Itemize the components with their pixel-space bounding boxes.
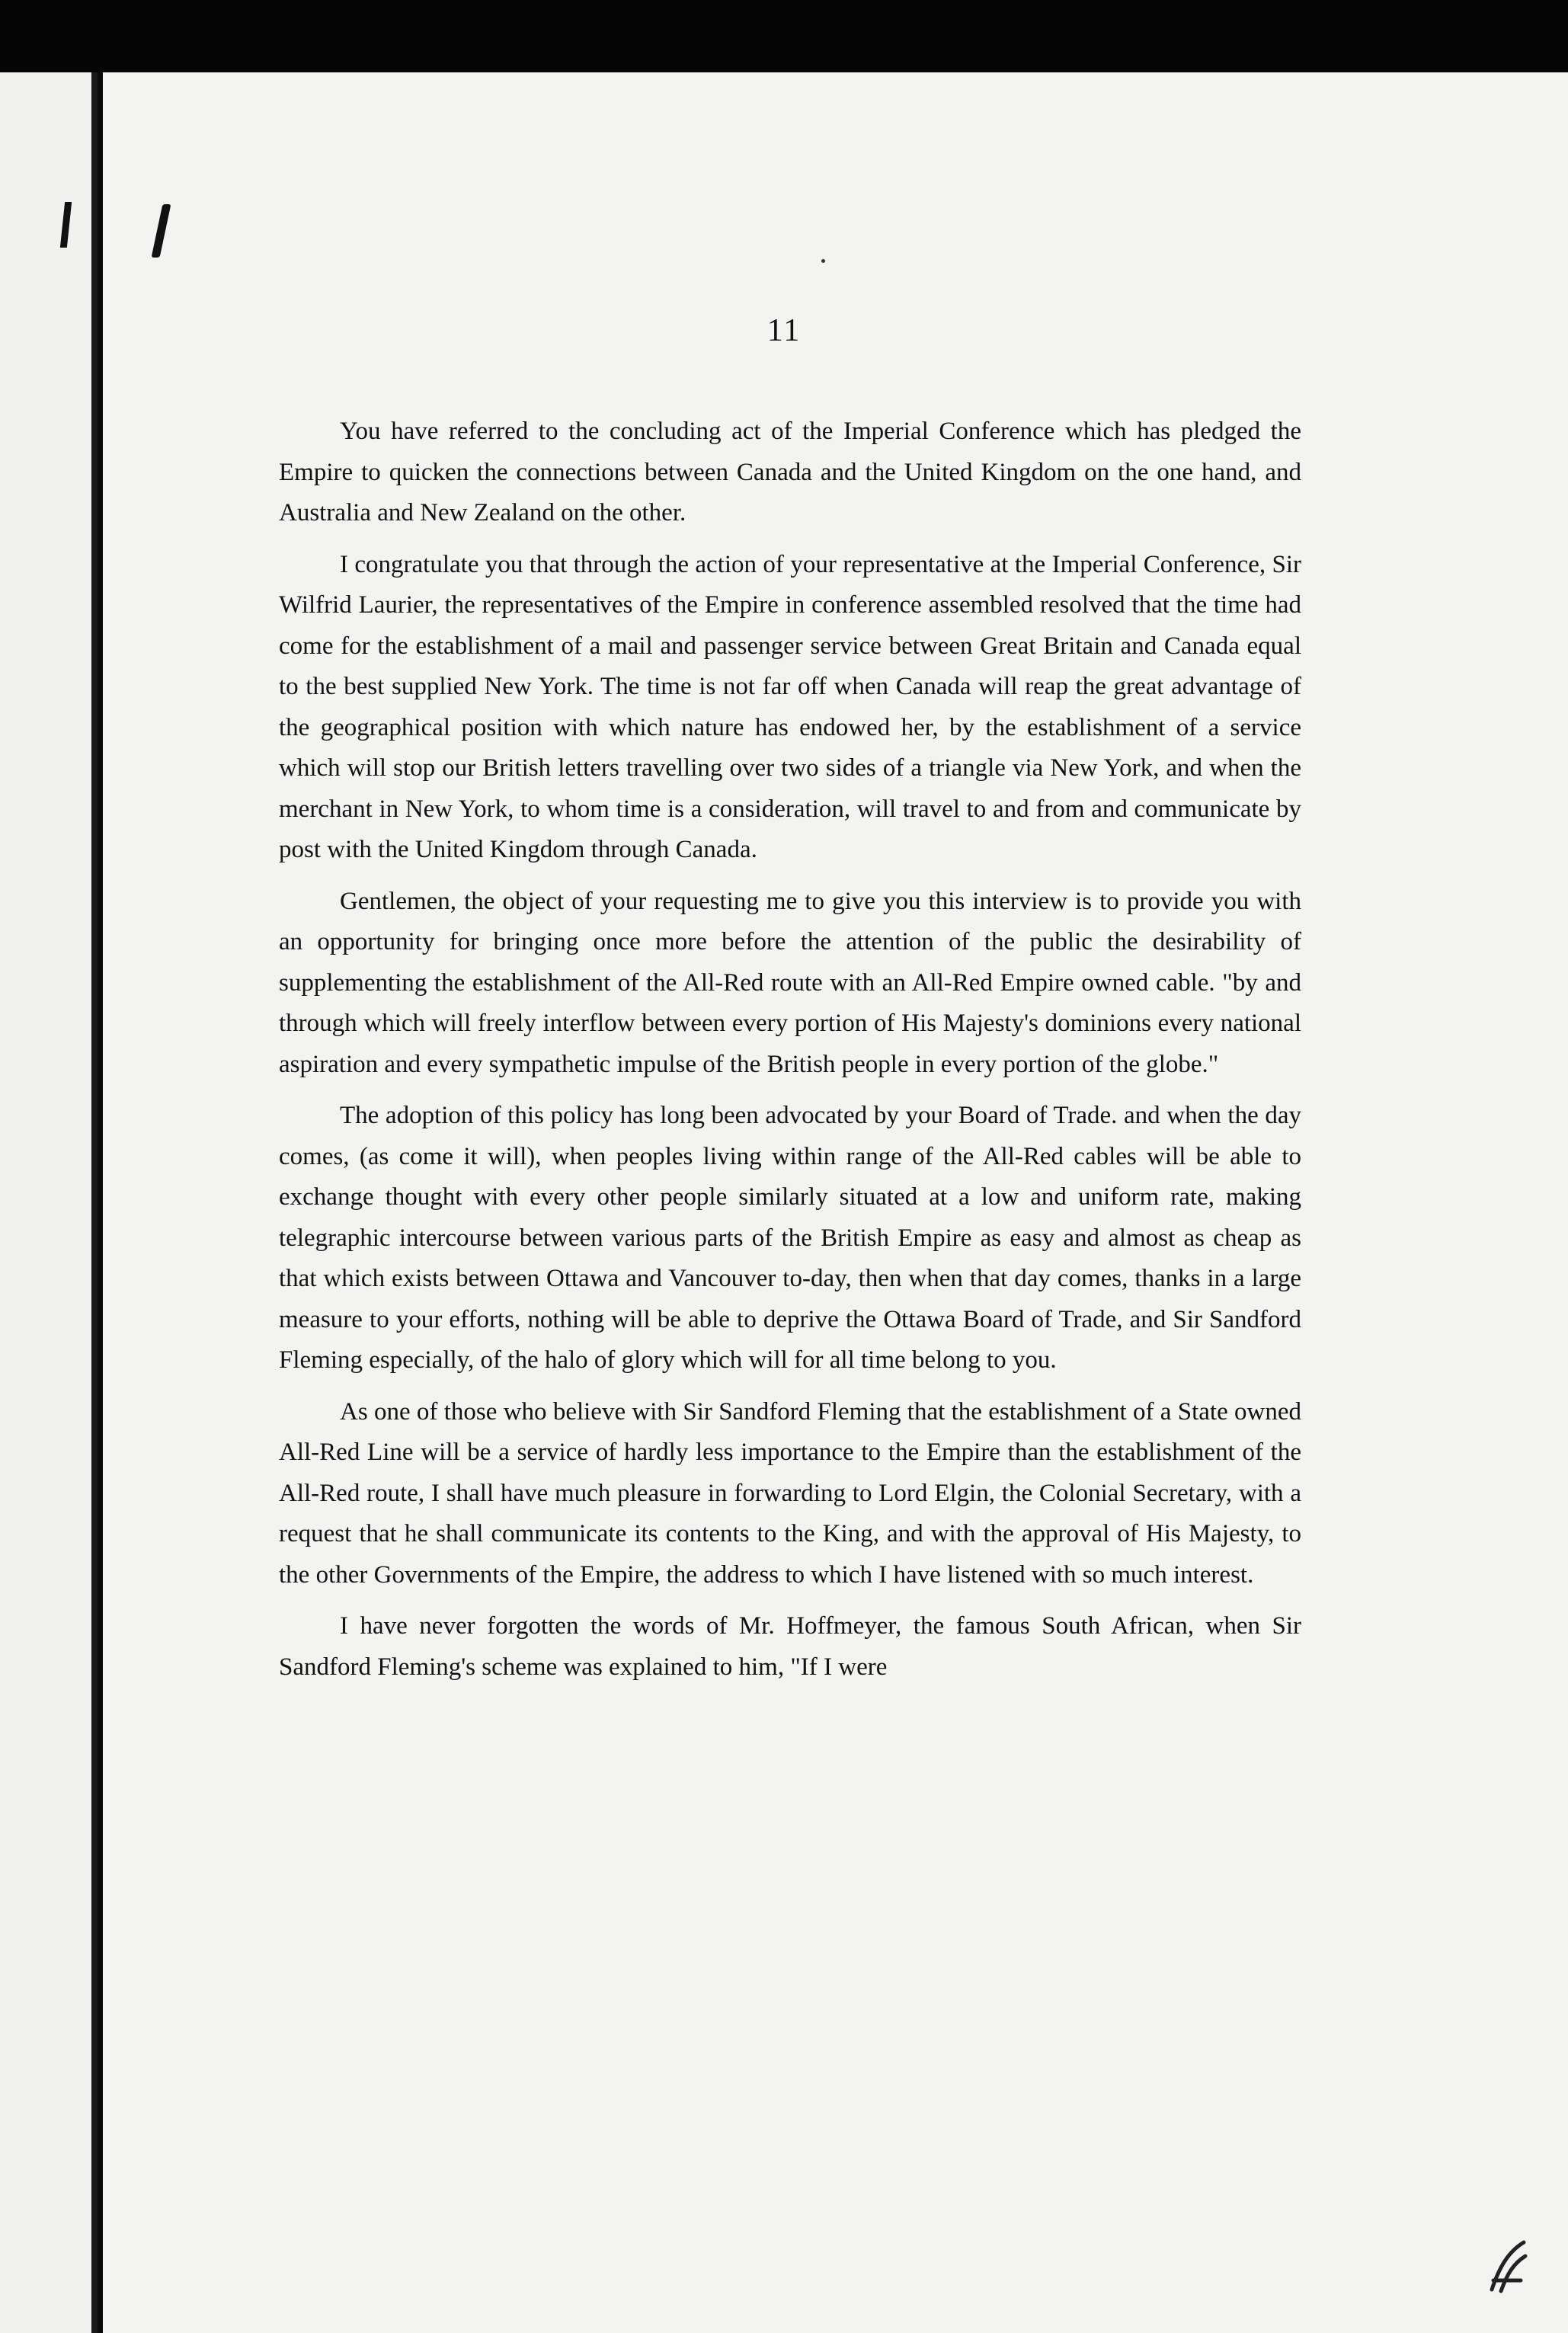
body-text	[279, 411, 1301, 1698]
corner-scribble-mark	[1486, 2236, 1531, 2297]
paragraph: The adoption of this policy has long been advocated by your Board of Trade. and when the day comes, (as come it will), when peoples living within range of the All-Red cables will be able to exchange thought with every other people similarly situated at a low and uniform rate, making telegraphic intercourse between various parts of the British Empire as easy and almost as cheap as that which exists between Ottawa and Vancouver to-day, then when that day comes, thanks in a large measure to your efforts, nothing will be able to deprive the Ottawa Board of Trade, and Sir Sandford Fleming especially, of the halo of glory which will for all time belong to you.	[279, 1102, 1301, 1374]
paragraph: I have never forgotten the words of Mr. Hoffmeyer, the famous South African, when Sir Sandford Fleming's scheme was explained to him, "If I were	[279, 1612, 1301, 1681]
paragraph: I congratulate you that through the action of your representative at the Imperial Conference, Sir Wilfrid Laurier, the representatives of the Empire in conference assembled resolved that the time had come for the establishment of a mail and passenger service between Great Britain and Canada equal to the best supplied New York. The time is not far off when Canada will reap the great advantage of the geographical position with which nature has endowed her, by the establishment of a service which will stop our British letters travelling over two sides of a triangle via New York, and when the merchant in New York, to whom time is a consideration, will travel to and from and communicate by post with the United Kingdom through Canada.	[279, 550, 1301, 863]
paragraph: Gentlemen, the object of your requesting me to give you this interview is to provide you with an opportunity for bringing once more before the attention of the public the desirability of supplementing the establishment of the All-Red route with an All-Red Empire owned cable. "by and through which will freely interflow between every portion of His Majesty's dominions every national aspiration and every sympathetic impulse of the British people in every portion of the globe."	[279, 887, 1301, 1078]
paragraph: You have referred to the concluding act of the Imperial Conference which has pledged the Empire to quicken the connections between Canada and the United Kingdom on the one hand, and Australia and New Zealand on the other.	[279, 418, 1301, 526]
paragraph: As one of those who believe with Sir Sandford Fleming that the establishment of a State owned All-Red Line will be a service of hardly less importance to the Empire than the establishment of the All-Red route, I shall have much pleasure in forwarding to Lord Elgin, the Colonial Secretary, with a request that he shall communicate its contents to the King, and with the approval of His Majesty, to the other Governments of the Empire, the address to which I have listened with so much interest.	[279, 1397, 1301, 1589]
facing-page-edge	[0, 72, 98, 2333]
gutter-shadow	[91, 72, 98, 2333]
page-number: 11	[766, 313, 802, 348]
speck-mark	[821, 259, 825, 263]
